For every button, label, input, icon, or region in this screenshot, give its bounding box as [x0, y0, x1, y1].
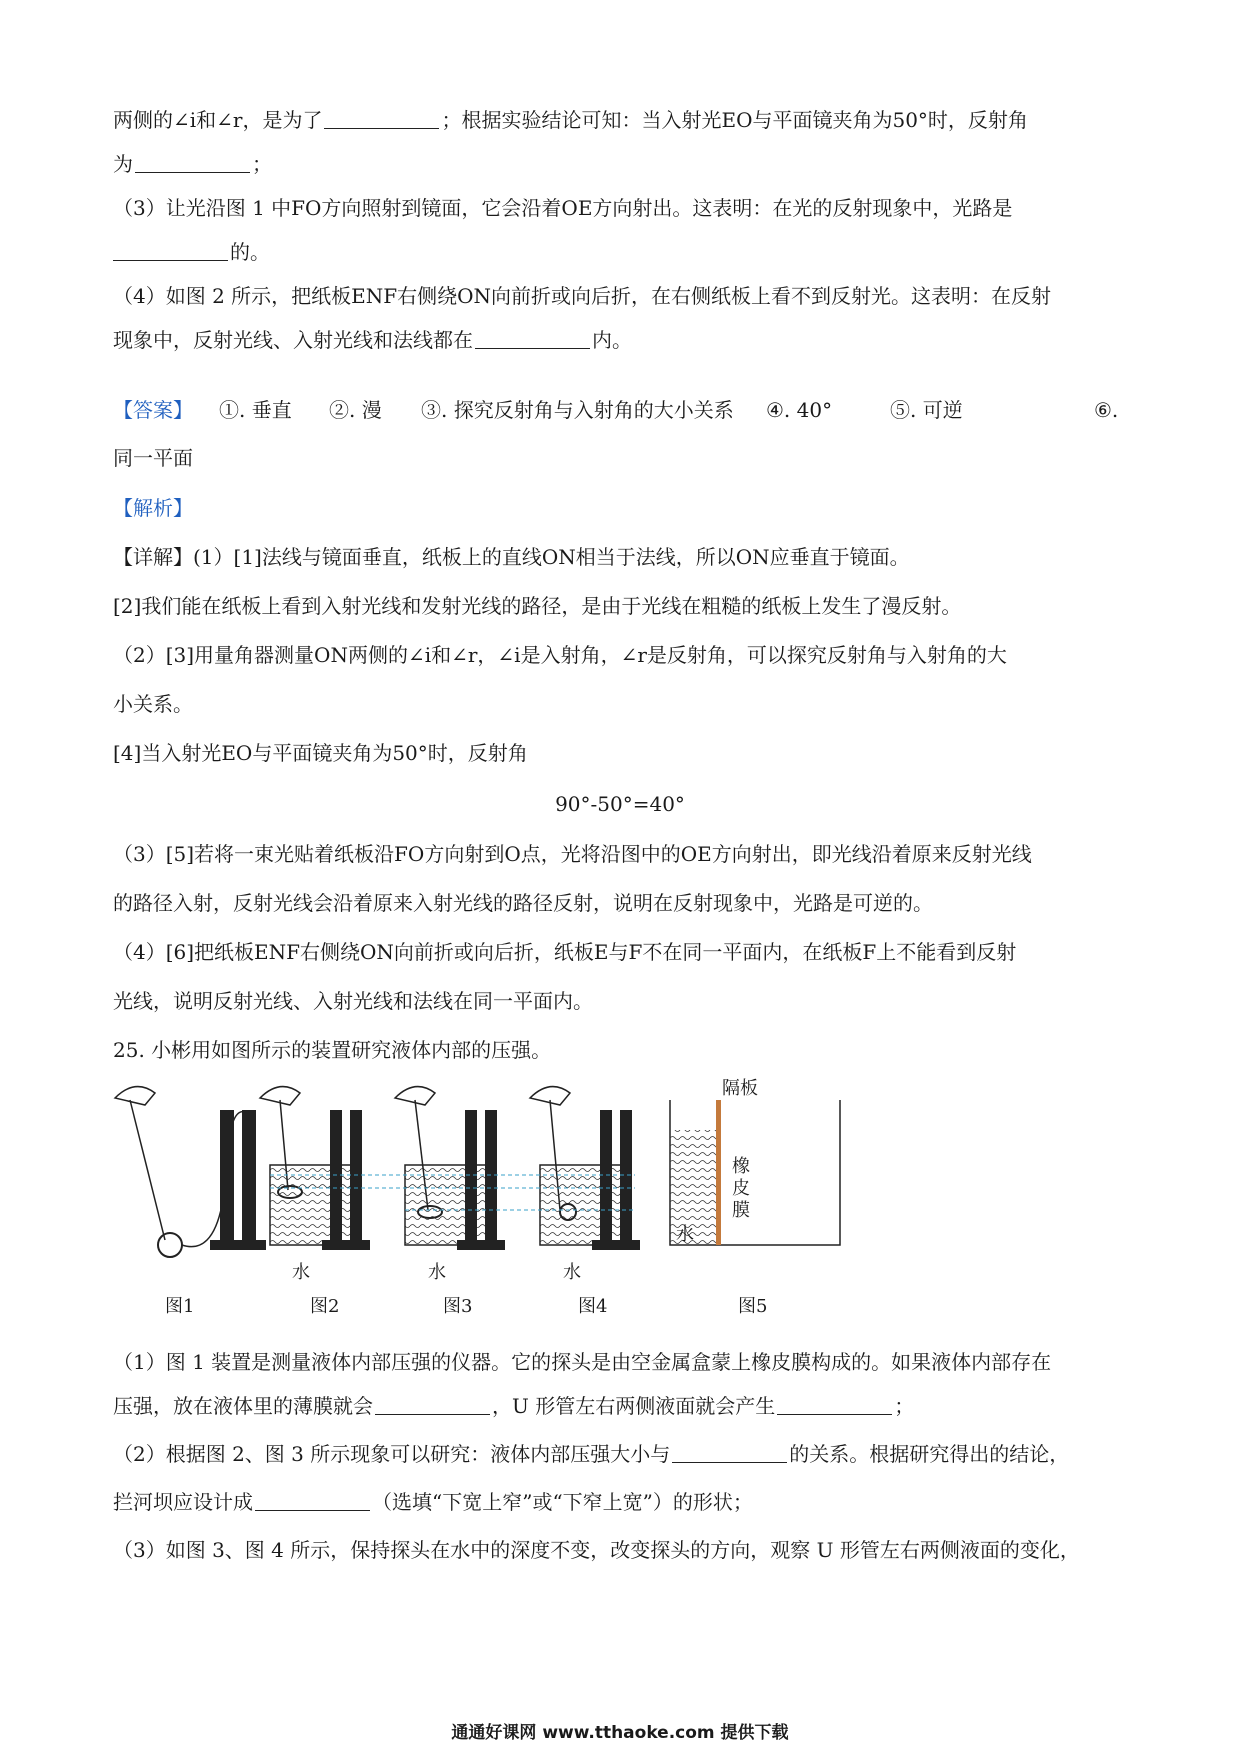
analysis-line: [2]我们能在纸板上看到入射光线和发射光线的路径，是由于光线在粗糙的纸板上发生了漫反射。 [113, 594, 962, 618]
water-label: 水 [676, 1224, 694, 1245]
text-segment: 两侧的∠i和∠r，是为了 [113, 108, 323, 132]
analysis-line: 【详解】(1）[1]法线与镜面垂直，纸板上的直线ON相当于法线，所以ON应垂直于镜面。 [113, 545, 910, 569]
figure-4 [530, 1087, 640, 1250]
answer-item: ⑤. 可逆 [890, 398, 963, 422]
question-title: 25. 小彬用如图所示的装置研究液体内部的压强。 [113, 1038, 552, 1062]
pressure-apparatus-figure [110, 1070, 850, 1325]
membrane-label: 皮 [732, 1178, 750, 1199]
text-line: （3）让光沿图 1 中FO方向照射到镜面，它会沿着OE方向射出。这表明：在光的反射现象中，光路是 [113, 196, 1013, 220]
text-segment: ，U 形管左右两侧液面就会产生 [492, 1394, 776, 1418]
text-segment: 的关系。根据研究得出的结论， [789, 1442, 1070, 1466]
answer-blank [135, 152, 250, 173]
figure-caption: 图3 [443, 1296, 473, 1317]
analysis-line: （4）[6]把纸板ENF右侧绕ON向前折或向后折，纸板E与F不在同一平面内，在纸板F上不能看到反射 [113, 940, 1017, 964]
text-segment: ；根据实验结论可知：当入射光EO与平面镜夹角为50°时，反射角 [441, 108, 1028, 132]
water-label: 水 [428, 1262, 446, 1283]
membrane-label: 橡 [732, 1156, 750, 1177]
answer-blank [324, 108, 439, 129]
text-segment: 内。 [592, 328, 632, 352]
text-segment: 为 [113, 152, 133, 176]
text-segment: 现象中，反射光线、入射光线和法线都在 [113, 328, 473, 352]
partition-label: 隔板 [722, 1078, 758, 1099]
question-line: （3）如图 3、图 4 所示，保持探头在水中的深度不变，改变探头的方向，观察 U 形管左右两侧液面的变化， [113, 1538, 1080, 1562]
text-segment: 拦河坝应设计成 [113, 1490, 253, 1514]
text-line [113, 106, 1133, 134]
water-label: 水 [563, 1262, 581, 1283]
text-segment: ； [252, 152, 272, 176]
page-footer: 通通好课网 www.tthaoke.com 提供下载 [451, 1723, 789, 1743]
analysis-line: 小关系。 [113, 692, 193, 716]
answer-blank [375, 1394, 490, 1415]
text-segment: （2）根据图 2、图 3 所示现象可以研究：液体内部压强大小与 [113, 1442, 671, 1466]
answer-continuation: 同一平面 [113, 446, 193, 470]
answer-tag: 【答案】 [113, 398, 193, 422]
answer-blank [255, 1490, 370, 1511]
figure-3 [395, 1087, 505, 1250]
analysis-tag: 【解析】 [113, 496, 193, 520]
text-line [113, 238, 1133, 266]
analysis-line: [4]当入射光EO与平面镜夹角为50°时，反射角 [113, 741, 528, 765]
text-line [113, 150, 1133, 178]
text-segment: ； [894, 1394, 915, 1418]
answer-item: ①. 垂直 [219, 398, 292, 422]
answer-item: ④. 40° [766, 398, 833, 422]
answer-item: ②. 漫 [329, 398, 382, 422]
text-line: （4）如图 2 所示，把纸板ENF右侧绕ON向前折或向后折，在右侧纸板上看不到反射光。这表明：在反射 [113, 284, 1052, 308]
figure-5 [670, 1100, 840, 1245]
answer-blank [475, 328, 590, 349]
answer-blank [672, 1442, 787, 1463]
answer-blank [777, 1394, 892, 1415]
figure-caption: 图1 [165, 1296, 195, 1317]
text-segment: 压强，放在液体里的薄膜就会 [113, 1394, 373, 1418]
membrane-label: 膜 [732, 1200, 750, 1221]
figure-caption: 图2 [310, 1296, 340, 1317]
question-line: （1）图 1 装置是测量液体内部压强的仪器。它的探头是由空金属盒蒙上橡皮膜构成的。如果液体内部存在 [113, 1350, 1052, 1374]
question-line [113, 1440, 1133, 1468]
water-label: 水 [292, 1262, 310, 1283]
figure-1 [115, 1087, 266, 1257]
equation: 90°-50°=40° [555, 792, 685, 816]
answer-blank [113, 240, 228, 261]
analysis-line: （3）[5]若将一束光贴着纸板沿FO方向射到O点，光将沿图中的OE方向射出，即光线沿着原来反射光线 [113, 842, 1032, 866]
figure-caption: 图4 [578, 1296, 608, 1317]
question-line [113, 1488, 1133, 1516]
text-segment: 的。 [230, 240, 270, 264]
answer-item: ③. 探究反射角与入射角的大小关系 [421, 398, 734, 422]
figure-2 [260, 1087, 370, 1250]
analysis-line: 光线，说明反射光线、入射光线和法线在同一平面内。 [113, 989, 593, 1013]
answer-item: ⑥. [1094, 398, 1119, 422]
text-segment: （选填“下宽上窄”或“下窄上宽”）的形状； [372, 1490, 753, 1514]
text-line [113, 326, 1133, 354]
figure-caption: 图5 [738, 1296, 768, 1317]
question-line [113, 1392, 1133, 1420]
analysis-line: （2）[3]用量角器测量ON两侧的∠i和∠r，∠i是入射角，∠r是反射角，可以探究反射角与入射角的大 [113, 643, 1007, 667]
analysis-line: 的路径入射，反射光线会沿着原来入射光线的路径反射，说明在反射现象中，光路是可逆的。 [113, 891, 933, 915]
